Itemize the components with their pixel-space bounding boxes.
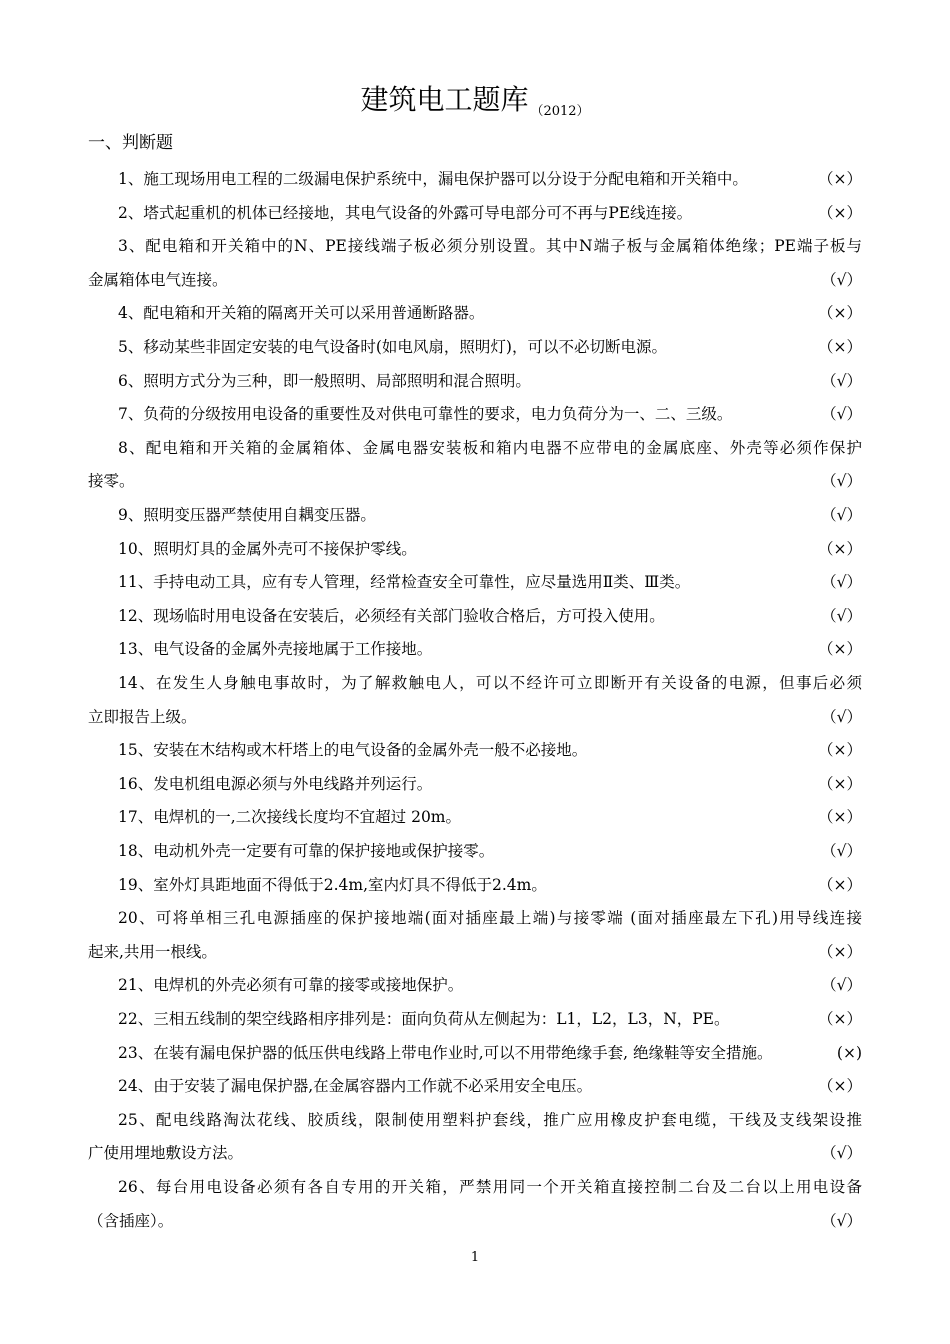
answer-mark: (×) (836, 1043, 862, 1062)
page-number: 1 (470, 1250, 480, 1265)
question-text: 11、手持电动工具，应有专人管理，经常检查安全可靠性，应尽量选用Ⅱ类、Ⅲ类。 (118, 573, 691, 592)
answer-mark: （√） (821, 506, 862, 524)
answer-mark: （×） (818, 1077, 862, 1096)
answer-mark: （×） (818, 875, 862, 894)
question-text: 金属箱体电气连接。 (88, 270, 228, 289)
question-text: 24、由于安装了漏电保护器,在金属容器内工作就不必采用安全电压。 (118, 1077, 593, 1096)
answer-mark: （×） (818, 942, 862, 961)
answer-mark: （×） (818, 640, 862, 659)
answer-mark: （√） (821, 1211, 862, 1230)
question-item (88, 202, 862, 224)
question-text: 26、每台用电设备必须有各自专用的开关箱，严禁用同一个开关箱直接控制二台及二台以上用电设备 (118, 1178, 862, 1196)
question-text: 21、电焊机的外壳必须有可靠的接零或接地保护。 (118, 976, 464, 995)
title-text: 建筑电工题库 (360, 83, 529, 116)
question-text: 13、电气设备的金属外壳接地属于工作接地。 (118, 640, 433, 659)
question-item (88, 168, 862, 190)
answer-mark: （×） (818, 304, 862, 323)
question-text: （含插座）。 (88, 1211, 174, 1230)
question-item (88, 1042, 862, 1064)
question-item (88, 504, 862, 526)
question-text: 3、配电箱和开关箱中的N、PE接线端子板必须分别设置。其中N端子板与金属箱体绝缘；PE端子板与 (118, 237, 862, 256)
answer-mark: （√） (821, 1144, 862, 1163)
answer-mark: （√） (821, 371, 862, 390)
question-item (88, 437, 862, 493)
question-item (88, 1008, 862, 1030)
answer-mark: （√） (821, 405, 862, 424)
question-text: 起来,共用一根线。 (88, 942, 217, 961)
question-text: 广使用埋地敷设方法。 (88, 1144, 244, 1163)
question-text: 17、电焊机的一,二次接线长度均不宜超过 20m。 (118, 808, 461, 827)
question-item (88, 336, 862, 358)
answer-mark: （√） (821, 573, 862, 592)
question-item (88, 840, 862, 862)
question-item (88, 638, 862, 660)
question-text: 6、照明方式分为三种，即一般照明、局部照明和混合照明。 (118, 371, 531, 390)
question-item (88, 370, 862, 392)
answer-mark: （×） (818, 774, 862, 793)
answer-mark: （×） (818, 741, 862, 760)
question-text: 立即报告上级。 (88, 707, 197, 726)
question-text: 5、移动某些非固定安装的电气设备时(如电风扇，照明灯)，可以不必切断电源。 (118, 338, 667, 356)
question-item (88, 403, 862, 425)
question-item (88, 974, 862, 996)
question-item (88, 605, 862, 627)
question-text: 16、发电机组电源必须与外电线路并列运行。 (118, 774, 433, 793)
title-year: （2012） (530, 104, 590, 119)
question-text: 19、室外灯具距地面不得低于2.4m,室内灯具不得低于2.4m。 (118, 875, 547, 894)
question-text: 2、塔式起重机的机体已经接地，其电气设备的外露可导电部分可不再与PE线连接。 (118, 203, 693, 222)
question-text: 18、电动机外壳一定要有可靠的保护接地或保护接零。 (118, 842, 495, 860)
answer-mark: （√） (821, 842, 862, 860)
section-heading: 一、判断题 (88, 133, 173, 153)
question-item (88, 235, 862, 291)
answer-mark: （×） (818, 203, 862, 222)
question-text: 接零。 (88, 472, 135, 491)
answer-mark: （√） (821, 270, 862, 289)
question-text: 12、现场临时用电设备在安装后，必须经有关部门验收合格后，方可投入使用。 (118, 606, 665, 625)
answer-mark: （√） (821, 472, 862, 491)
question-item (88, 739, 862, 761)
question-text: 20、可将单相三孔电源插座的保护接地端(面对插座最上端)与接零端 (面对插座最左下孔)用导线连接 (118, 909, 862, 928)
answer-mark: （×） (818, 539, 862, 558)
answer-mark: （√） (821, 976, 862, 995)
answer-mark: （√） (821, 606, 862, 625)
answer-mark: （×） (818, 808, 862, 827)
question-text: 23、在装有漏电保护器的低压供电线路上带电作业时,可以不用带绝缘手套, 绝缘鞋等安全措施。 (118, 1043, 773, 1062)
question-item (88, 571, 862, 593)
question-item (88, 672, 862, 728)
question-text: 14、在发生人身触电事故时，为了解救触电人，可以不经许可立即断开有关设备的电源，但事后必须 (118, 674, 862, 692)
question-item (88, 773, 862, 795)
answer-mark: （√） (821, 707, 862, 726)
question-item (88, 1176, 862, 1232)
question-text: 1、施工现场用电工程的二级漏电保护系统中，漏电保护器可以分设于分配电箱和开关箱中。 (118, 170, 748, 188)
question-item (88, 538, 862, 560)
question-text: 25、配电线路淘汰花线、胶质线，限制使用塑料护套线，推广应用橡皮护套电缆，干线及支线架设推 (118, 1110, 862, 1129)
question-item (88, 302, 862, 324)
question-item (88, 874, 862, 896)
question-item (88, 1075, 862, 1097)
question-text: 8、配电箱和开关箱的金属箱体、金属电器安装板和箱内电器不应带电的金属底座、外壳等必须作保护 (118, 438, 862, 457)
question-text: 15、安装在木结构或木杆塔上的电气设备的金属外壳一般不必接地。 (118, 741, 588, 760)
question-text: 22、三相五线制的架空线路相序排列是：面向负荷从左侧起为：L1，L2，L3，N，PE。 (118, 1010, 730, 1028)
question-text: 7、负荷的分级按用电设备的重要性及对供电可靠性的要求，电力负荷分为一、二、三级。 (118, 405, 733, 424)
document-title (0, 80, 950, 132)
question-item (88, 806, 862, 828)
question-item (88, 1109, 862, 1165)
answer-mark: （×） (818, 338, 862, 356)
question-text: 4、配电箱和开关箱的隔离开关可以采用普通断路器。 (118, 304, 485, 323)
answer-mark: （×） (818, 170, 862, 188)
answer-mark: （×） (818, 1010, 862, 1028)
question-item (88, 907, 862, 963)
question-text: 9、照明变压器严禁使用自耦变压器。 (118, 506, 376, 524)
question-text: 10、照明灯具的金属外壳可不接保护零线。 (118, 539, 417, 558)
